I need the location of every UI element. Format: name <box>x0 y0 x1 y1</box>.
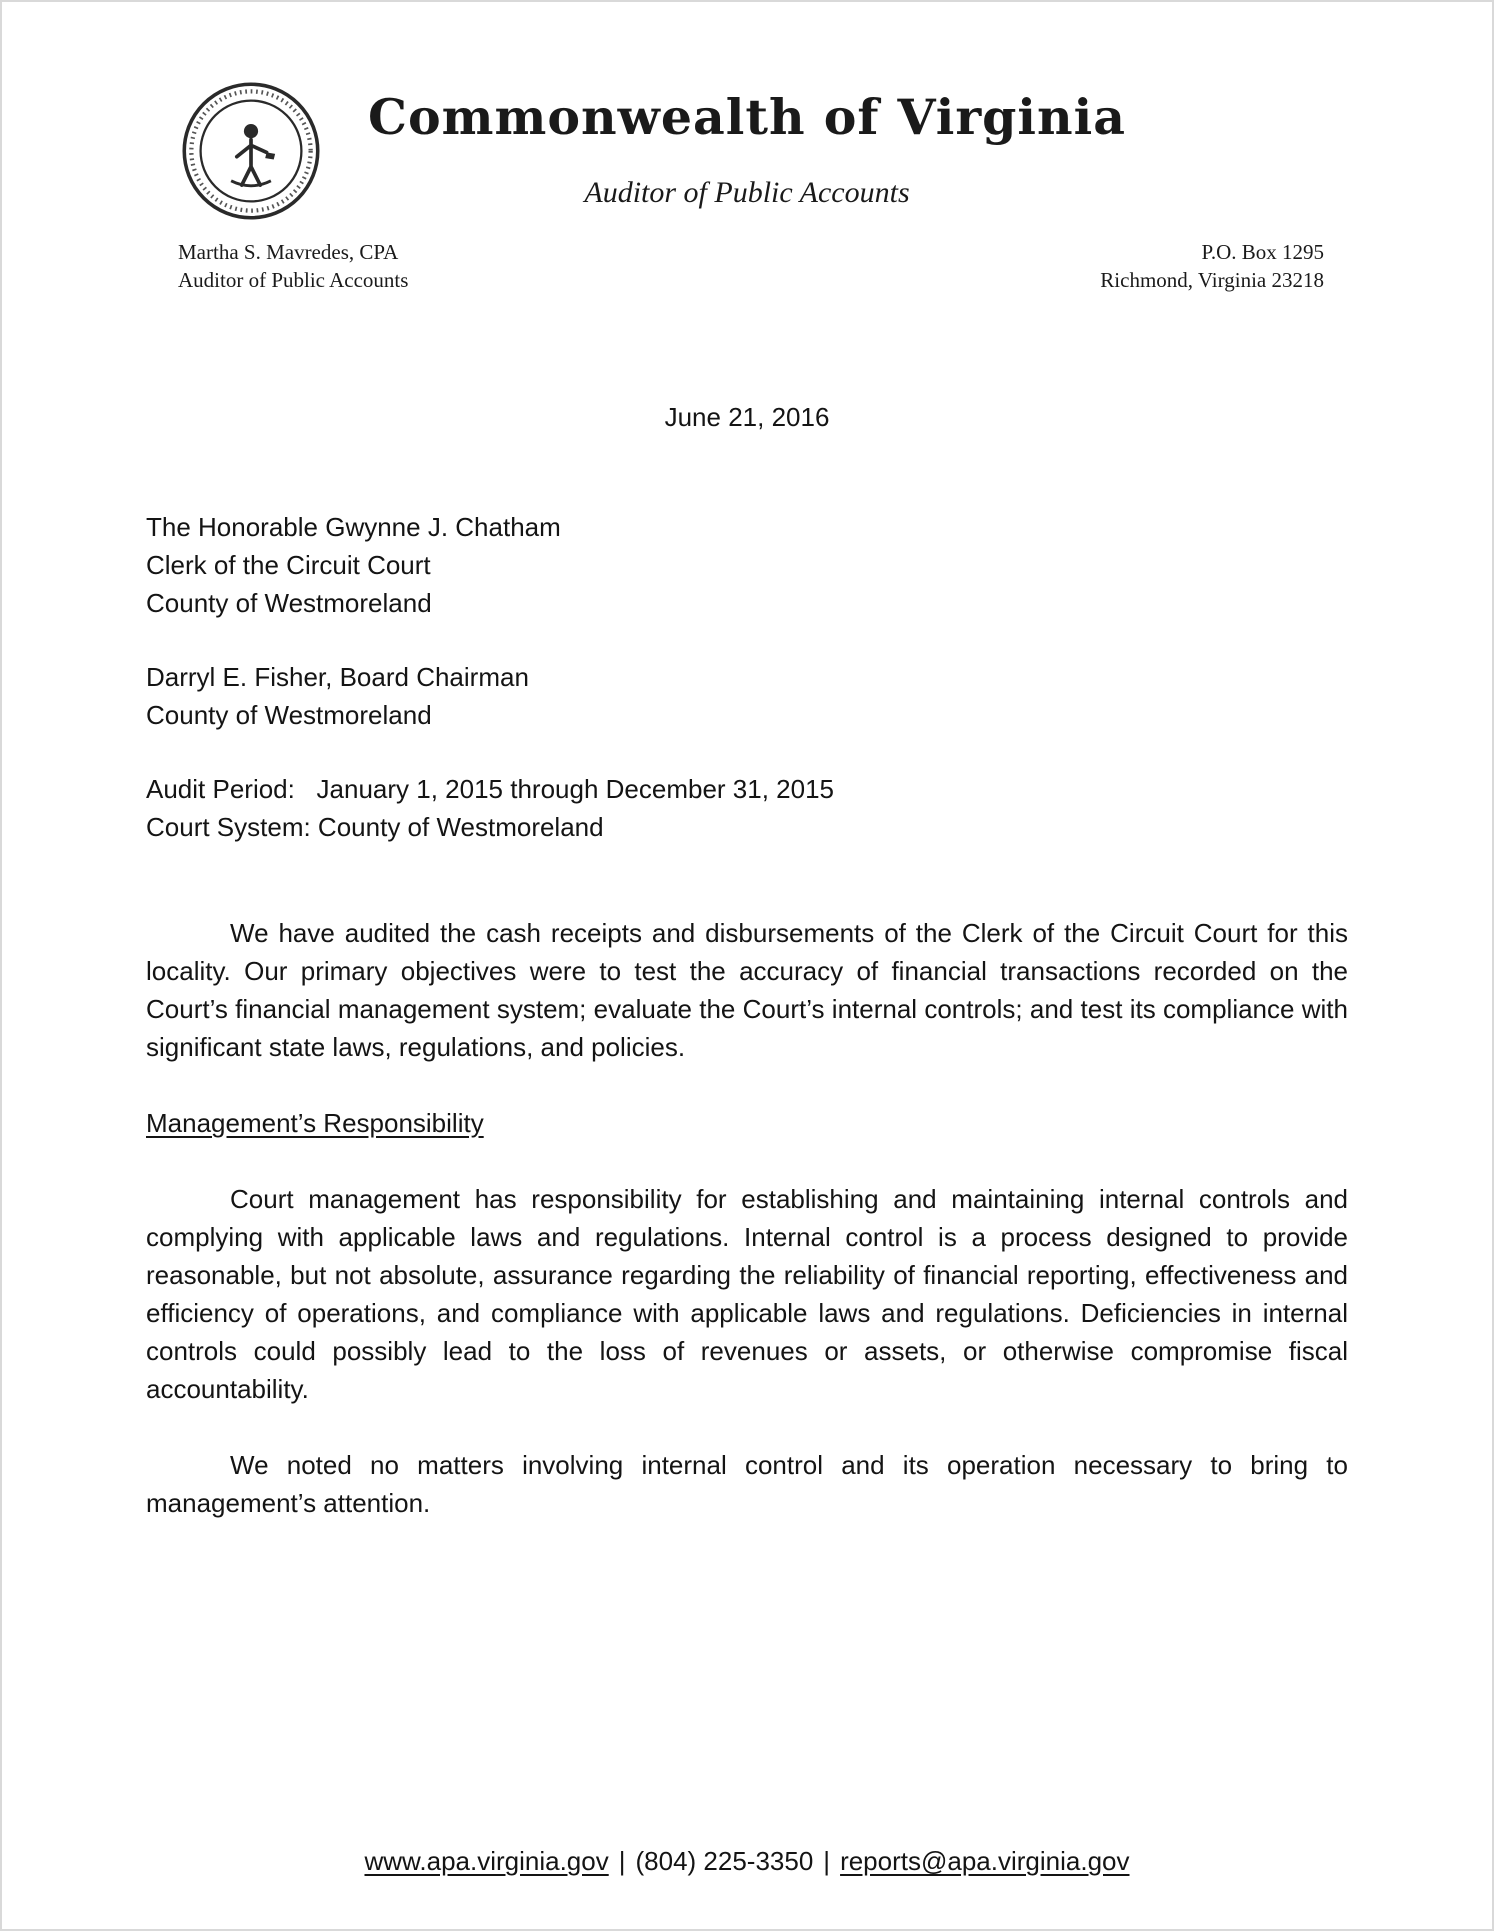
office-address-block <box>1100 238 1324 294</box>
paragraph-management-responsibility: Court management has responsibility for establishing and maintaining internal controls and complying with applicable laws and regulations. Internal control is a process designed to provide reasonable, but not absolute, assurance regarding the reliability of financial reporting, effectiveness and efficiency of operations, and compliance with applicable laws and regulations. Deficiencies in internal controls could possibly lead to the loss of revenues or assets, or otherwise compromise fiscal accountability. <box>146 1184 1348 1404</box>
letter-date: June 21, 2016 <box>664 402 830 432</box>
court-system-line: Court System: County of Westmoreland <box>146 812 604 842</box>
letterhead-subtitle: Auditor of Public Accounts <box>584 176 910 209</box>
footer-separator-1: | <box>618 1846 626 1876</box>
footer-website-link[interactable]: www.apa.virginia.gov <box>364 1846 609 1876</box>
audit-info-block <box>146 770 1348 846</box>
letterhead <box>2 2 1492 294</box>
city-state-zip-line: Richmond, Virginia 23218 <box>1100 268 1324 292</box>
letter-body <box>2 294 1492 1522</box>
footer-email-link[interactable]: reports@apa.virginia.gov <box>840 1846 1130 1876</box>
recipient2-name: Darryl E. Fisher, Board Chairman <box>146 662 529 692</box>
recipient-block-2 <box>146 658 1348 734</box>
section-heading-management-responsibility: Management’s Responsibility <box>146 1108 484 1138</box>
auditor-title: Auditor of Public Accounts <box>178 268 409 292</box>
paragraph-no-matters-noted: We noted no matters involving internal control and its operation necessary to bring to management’s attention. <box>146 1450 1348 1518</box>
virginia-seal-icon <box>180 78 322 224</box>
footer-phone: (804) 225-3350 <box>635 1846 814 1876</box>
po-box-line: P.O. Box 1295 <box>1201 240 1324 264</box>
recipient2-locality: County of Westmoreland <box>146 700 432 730</box>
recipient1-name: The Honorable Gwynne J. Chatham <box>146 512 561 542</box>
footer-separator-2: | <box>823 1846 831 1876</box>
letterhead-contacts <box>2 238 1492 294</box>
paragraph-audit-scope: We have audited the cash receipts and disbursements of the Clerk of the Circuit Court for this locality. Our primary objectives were to test the accuracy of financial transactions recorded on the Court’s financial management system; evaluate the Court’s internal controls; and test its compliance with significant state laws, regulations, and policies. <box>146 918 1348 1062</box>
recipient-block-1 <box>146 508 1348 622</box>
letterhead-title: Commonwealth of Virginia <box>368 88 1126 146</box>
auditor-contact-block <box>178 238 408 294</box>
audit-period-line: Audit Period: January 1, 2015 through December 31, 2015 <box>146 774 834 804</box>
recipient1-title: Clerk of the Circuit Court <box>146 550 431 580</box>
auditor-name: Martha S. Mavredes, CPA <box>178 240 399 264</box>
recipient1-locality: County of Westmoreland <box>146 588 432 618</box>
page-footer <box>2 1846 1492 1877</box>
